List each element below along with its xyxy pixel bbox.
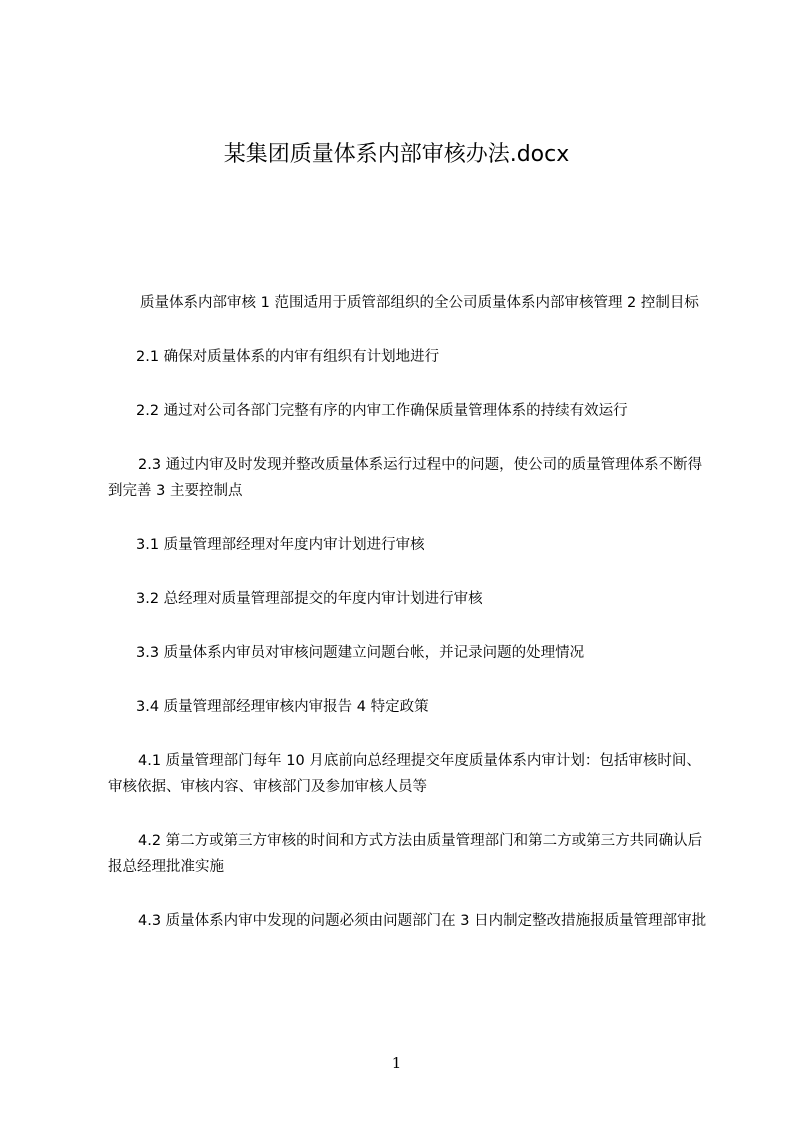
paragraph-3-3: 3.3 质量体系内审员对审核问题建立问题台帐，并记录问题的处理情况 [136,645,585,661]
paragraph-intro: 质量体系内部审核 1 范围适用于质管部组织的全公司质量体系内部审核管理 2 控制目标 [140,295,699,311]
page-number: 1 [391,1054,402,1072]
paragraph-3-4: 3.4 质量管理部经理审核内审报告 4 特定政策 [136,699,429,715]
paragraph-2-2: 2.2 通过对公司各部门完整有序的内审工作确保质量管理体系的持续有效运行 [136,403,628,419]
paragraph-4-3: 4.3 质量体系内审中发现的问题必须由问题部门在 3 日内制定整改措施报质量管理部审批 [138,913,707,929]
document-body [108,290,708,934]
paragraph-4-1: 4.1 质量管理部门每年 10 月底前向总经理提交年度质量体系内审计划：包括审核时间、审核依据、审核内容、审核部门及参加审核人员等 [108,753,701,795]
document-title: 某集团质量体系内部审核办法.docx [223,142,570,167]
paragraph-2-1: 2.1 确保对质量体系的内审有组织有计划地进行 [136,349,440,365]
paragraph-2-3: 2.3 通过内审及时发现并整改质量体系运行过程中的问题，使公司的质量管理体系不断得到完善 3 主要控制点 [108,457,703,499]
paragraph-3-1: 3.1 质量管理部经理对年度内审计划进行审核 [136,537,425,553]
paragraph-4-2: 4.2 第二方或第三方审核的时间和方式方法由质量管理部门和第二方或第三方共同确认后报总经理批准实施 [108,833,703,875]
paragraph-3-2: 3.2 总经理对质量管理部提交的年度内审计划进行审核 [136,591,483,607]
